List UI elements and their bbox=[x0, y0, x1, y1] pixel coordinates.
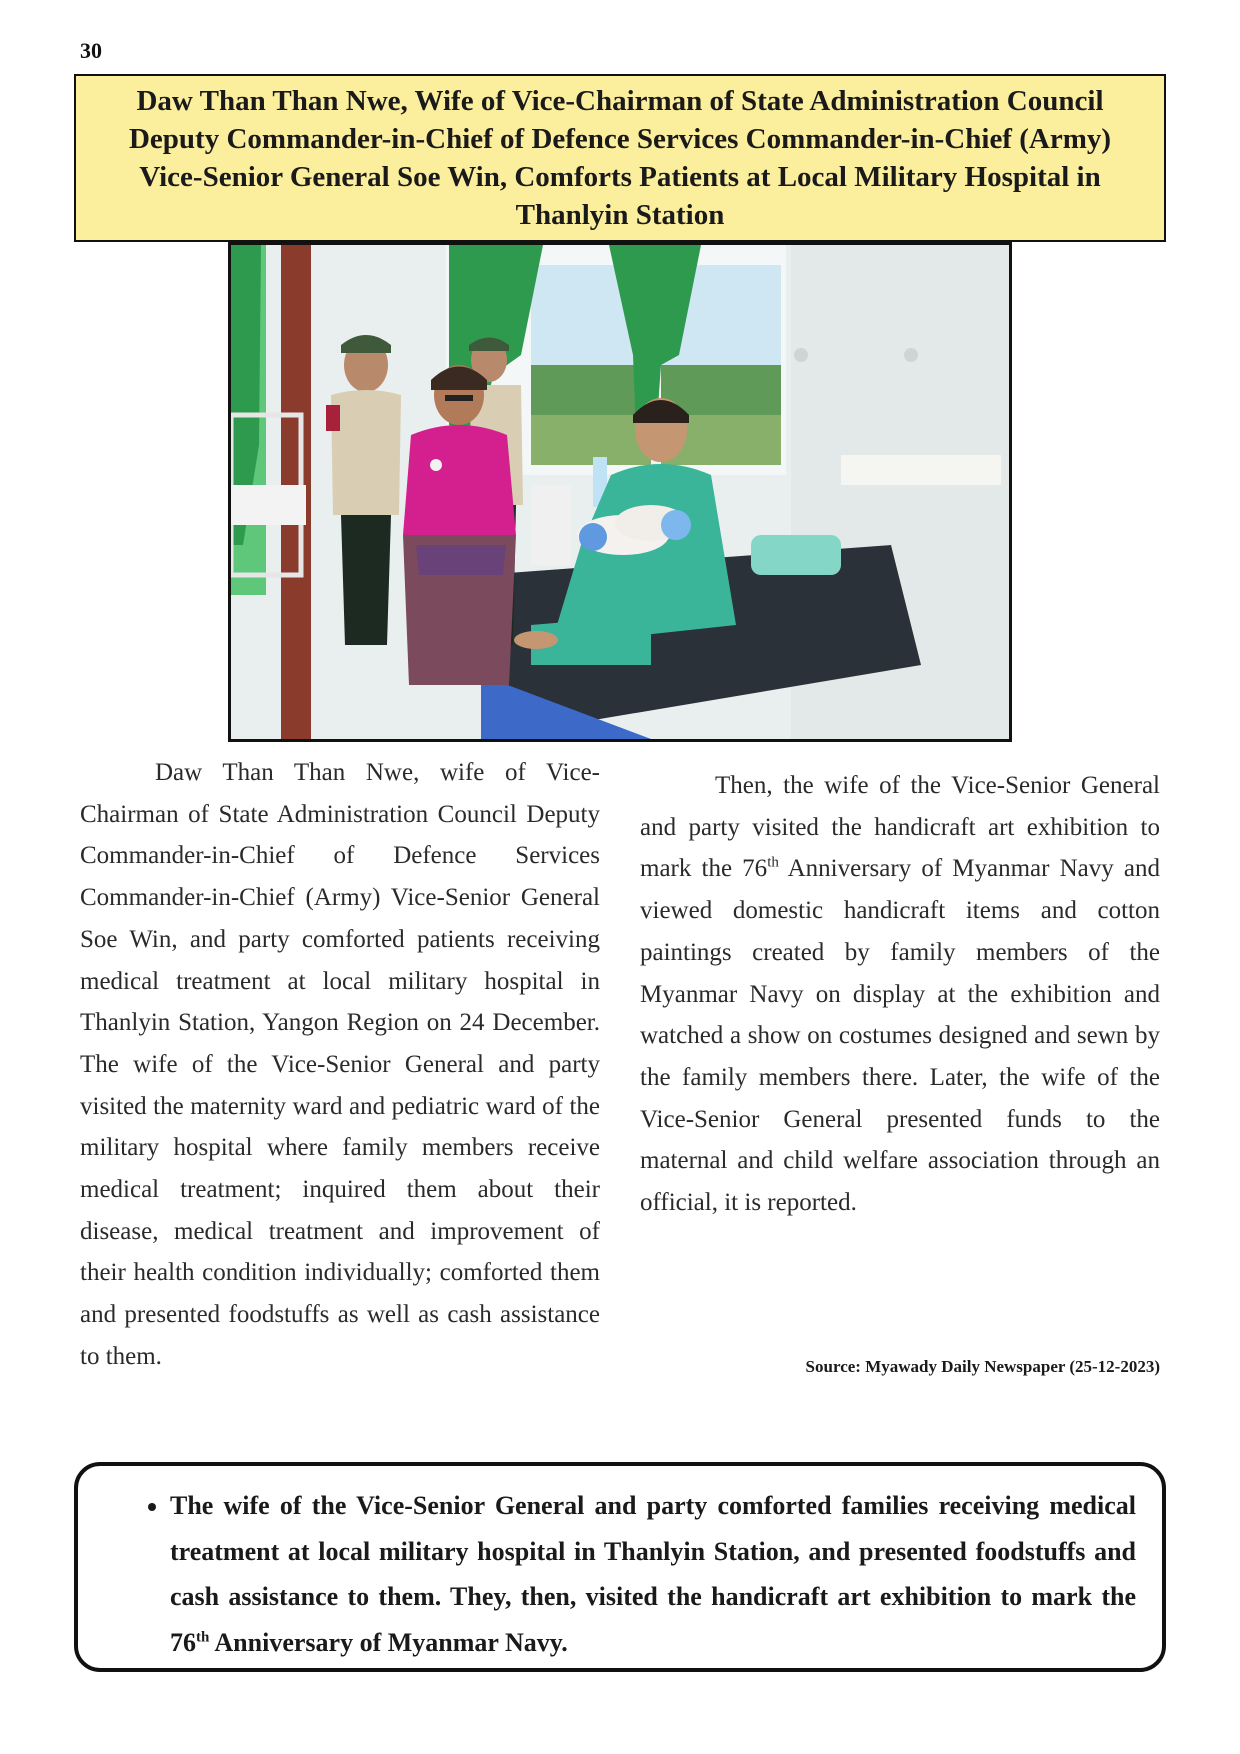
article-paragraph-2-text-continued: Anniversary of Myanmar Navy and viewed domestic handicraft items and cotton paintings created by family members of the Myanmar Navy on display at the exhibition and watched a show on costumes designed and sewn by the family members there. Later, the wife of the Vice-Senior General presented funds to the maternal and child welfare association through an official, it is reported. bbox=[640, 855, 1160, 1217]
article-paragraph-1: Daw Than Than Nwe, wife of Vice-Chairman of State Administration Council Deputy Commander-in-Chief of Defence Services Commander-in-Chief (Army) Vice-Senior General Soe Win, and party comforted patients receiving medical treatment at local military hospital in Thanlyin Station, Yangon Region on 24 December. The wife of the Vice-Senior General and party visited the maternity ward and pediatric ward of the military hospital where family members receive medical treatment; inquired them about their disease, medical treatment and improvement of their health condition individually; comforted them and presented foodstuffs as well as cash assistance to them. bbox=[80, 759, 600, 1370]
ordinal-suffix: th bbox=[767, 855, 779, 872]
news-photo bbox=[228, 242, 1012, 742]
summary-ordinal-suffix: th bbox=[196, 1628, 210, 1645]
summary-text: The wife of the Vice-Senior General and party comforted families receiving medical treatment at local military hospital in Thanlyin Station, and presented foodstuffs and cash assistance to them. They, then, visited the handicraft art exhibition to mark the 76 bbox=[170, 1491, 1136, 1657]
article-column-left bbox=[80, 752, 600, 1378]
headline-line-3: Vice-Senior General Soe Win, Comforts Patients at Local Military Hospital in bbox=[139, 161, 1101, 193]
summary-list bbox=[126, 1483, 1136, 1665]
headline-box bbox=[74, 74, 1166, 242]
headline-line-4: Thanlyin Station bbox=[515, 199, 725, 231]
headline-line-2: Deputy Commander-in-Chief of Defence Services Commander-in-Chief (Army) bbox=[128, 123, 1112, 155]
page-number: 30 bbox=[80, 38, 102, 63]
summary-box bbox=[74, 1462, 1166, 1672]
article-paragraph-2 bbox=[640, 765, 1160, 1224]
article-column-right bbox=[640, 752, 1160, 1224]
article-paragraph-2-text: Then, the wife of the Vice-Senior General and party visited the handicraft art exhibition to mark the 76 bbox=[640, 772, 1160, 883]
hospital-ward-illustration bbox=[231, 245, 1009, 739]
headline-line-1: Daw Than Than Nwe, Wife of Vice-Chairman of State Administration Council bbox=[136, 85, 1104, 117]
summary-text-continued: Anniversary of Myanmar Navy. bbox=[209, 1627, 568, 1657]
summary-bullet bbox=[170, 1483, 1136, 1665]
source-credit: Source: Myawady Daily Newspaper (25-12-2023) bbox=[805, 1357, 1160, 1376]
